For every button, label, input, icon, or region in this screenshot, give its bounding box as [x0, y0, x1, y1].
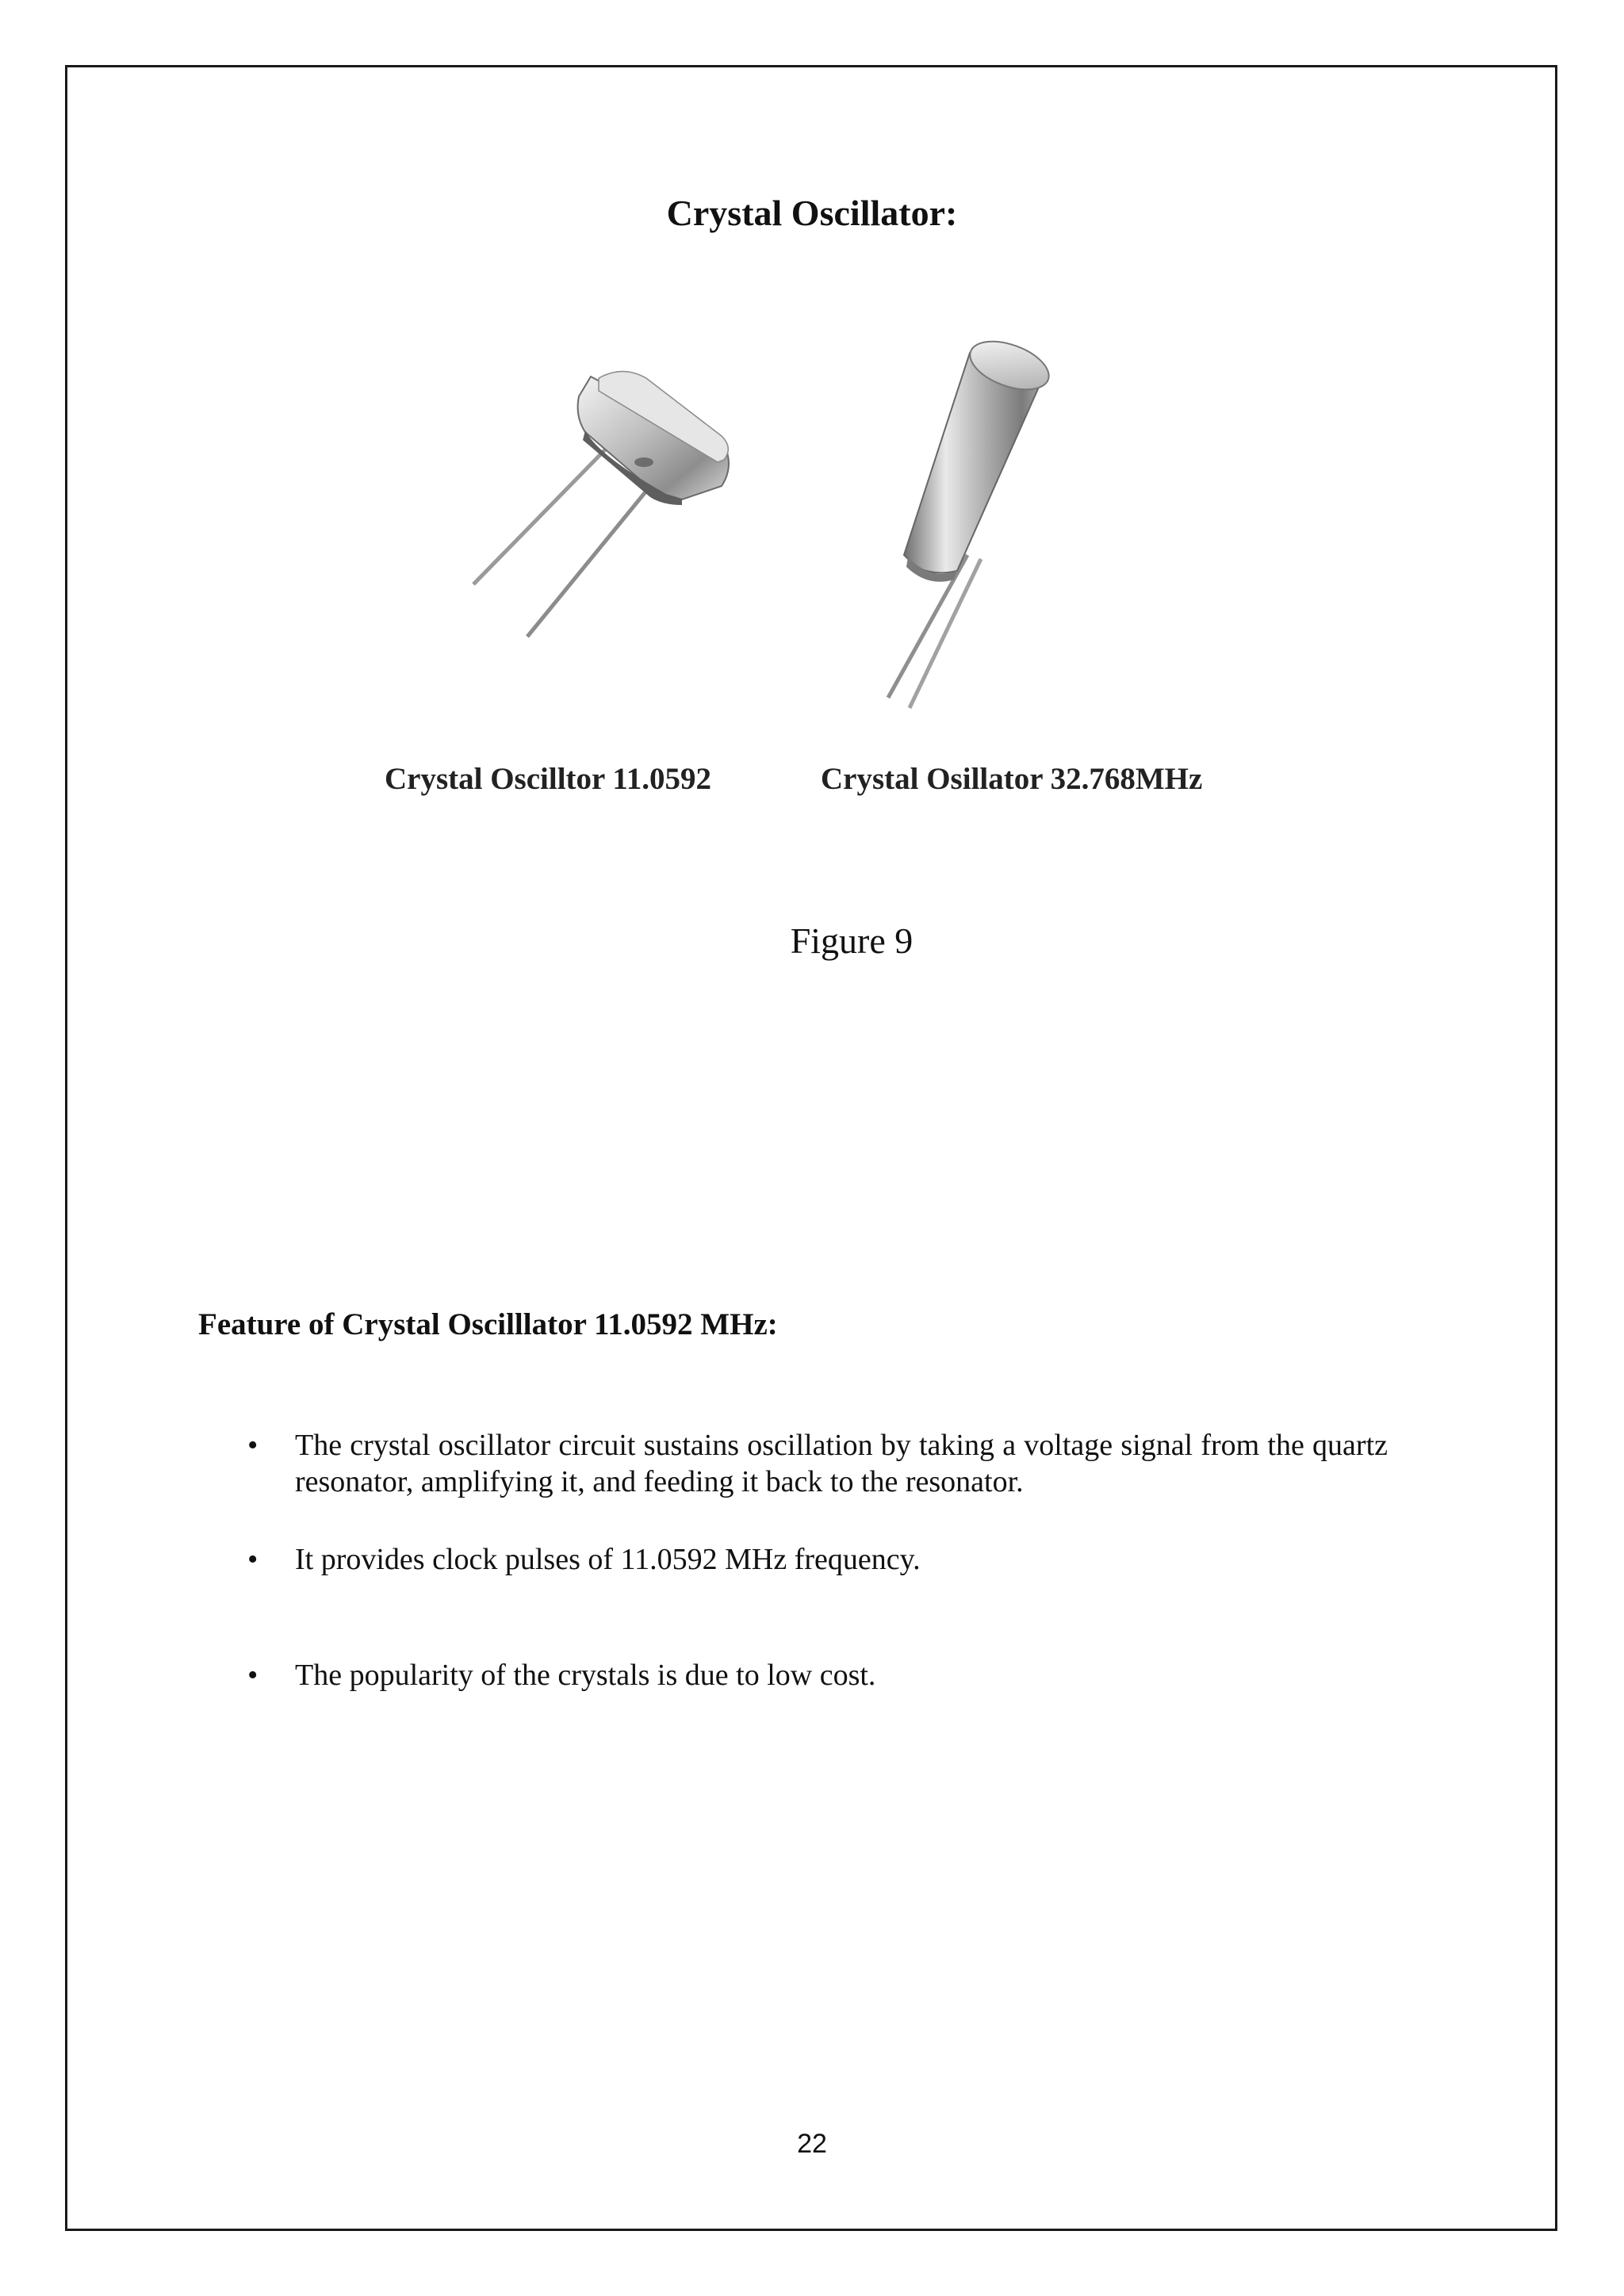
list-item-text: It provides clock pulses of 11.0592 MHz frequency.: [295, 1543, 921, 1576]
bullet-icon: •: [247, 1543, 259, 1576]
list-item-text: The popularity of the crystals is due to low cost.: [295, 1659, 876, 1692]
list-item: [238, 1657, 1388, 1693]
crystal-cylinder-icon: [888, 332, 1055, 708]
feature-list: [238, 1427, 1388, 1693]
figure-label-left: Crystal Oscilltor 11.0592: [385, 762, 711, 796]
bullet-icon: •: [247, 1659, 259, 1692]
list-item: [238, 1541, 1388, 1578]
page-title: Crystal Oscillator:: [666, 193, 958, 233]
bullet-icon: •: [247, 1429, 259, 1462]
figure-label-right: Crystal Osillator 32.768MHz: [821, 762, 1203, 796]
list-item: [238, 1427, 1388, 1500]
figure-caption: Figure 9: [790, 920, 914, 961]
section-heading: Feature of Crystal Oscilllator 11.0592 MHz:: [198, 1307, 778, 1341]
crystal-hc49-icon: [473, 372, 729, 637]
list-item-text: The crystal oscillator circuit sustains oscillation by taking a voltage signal from the quartz resonator, amplifying it, and feeding it back to the resonator.: [295, 1429, 1388, 1498]
page-number: 22: [797, 2129, 827, 2159]
figure-crystal-oscillators: [361, 329, 1253, 836]
crystal-oscillator-illustration: [361, 329, 1253, 741]
